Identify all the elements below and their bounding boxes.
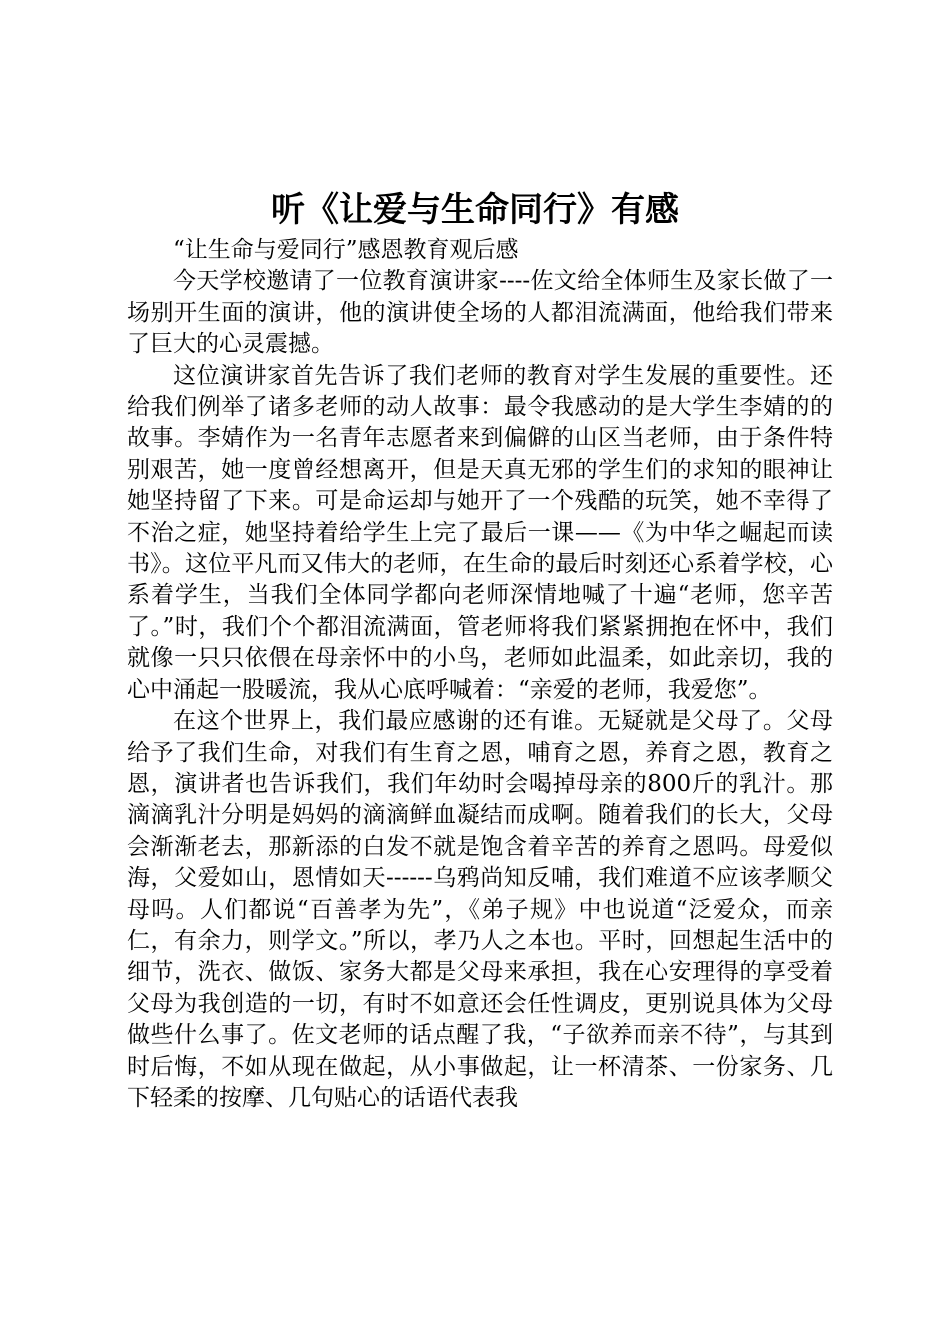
body-paragraph: 这位演讲家首先告诉了我们老师的教育对学生发展的重要性。还给我们例举了诸多老师的动人故事：最令我感动的是大学生李婧的的故事。李婧作为一名青年志愿者来到偏僻的山区当老师，由于条件特别艰苦，她一度曾经想离开，但是天真无邪的学生们的求知的眼神让她坚持留了下来。可是命运却与她开了一个残酷的玩笑，她不幸得了不治之症，她坚持着给学生上完了最后一课——《为中华之崛起而读书》。这位平凡而又伟大的老师，在生命的最后时刻还心系着学校，心系着学生，当我们全体同学都向老师深情地喊了十遍“老师，您辛苦了。”时，我们个个都泪流满面，管老师将我们紧紧拥抱在怀中，我们就像一只只依偎在母亲怀中的小鸟，老师如此温柔，如此亲切，我的心中涌起一股暖流，我从心底呼喊着：“亲爱的老师，我爱您”。 [127, 362, 833, 703]
body-paragraph: 在这个世界上，我们最应感谢的还有谁。无疑就是父母了。父母给予了我们生命，对我们有生育之恩，哺育之恩，养育之恩，教育之恩，演讲者也告诉我们，我们年幼时会喝掉母亲的800斤的乳汁。那滴滴乳汁分明是妈妈的滴滴鲜血凝结而成啊。随着我们的长大，父母会渐渐老去，那新添的白发不就是饱含着辛苦的养育之恩吗。母爱似海，父爱如山，恩情如天------乌鸦尚知反哺，我们难道不应该孝顺父母吗。人们都说“百善孝为先”，《弟子规》中也说道“泛爱众，而亲仁，有余力，则学文。”所以，孝乃人之本也。平时，回想起生活中的细节，洗衣、做饭、家务大都是父母来承担，我在心安理得的享受着父母为我创造的一切，有时不如意还会任性调皮，更别说具体为父母做些什么事了。佐文老师的话点醒了我，“子欲养而亲不待”，与其到时后悔，不如从现在做起，从小事做起，让一杯清茶、一份家务、几下轻柔的按摩、几句贴心的话语代表我 [127, 708, 833, 1111]
document-body [127, 235, 833, 1114]
document-title: 听《让爱与生命同行》有感 [271, 190, 679, 230]
body-paragraph: 今天学校邀请了一位教育演讲家----佐文给全体师生及家长做了一场别开生面的演讲，他的演讲使全场的人都泪流满面，他给我们带来了巨大的心灵震撼。 [127, 268, 833, 358]
subtitle-paragraph: “让生命与爱同行”感恩教育观后感 [173, 237, 519, 263]
